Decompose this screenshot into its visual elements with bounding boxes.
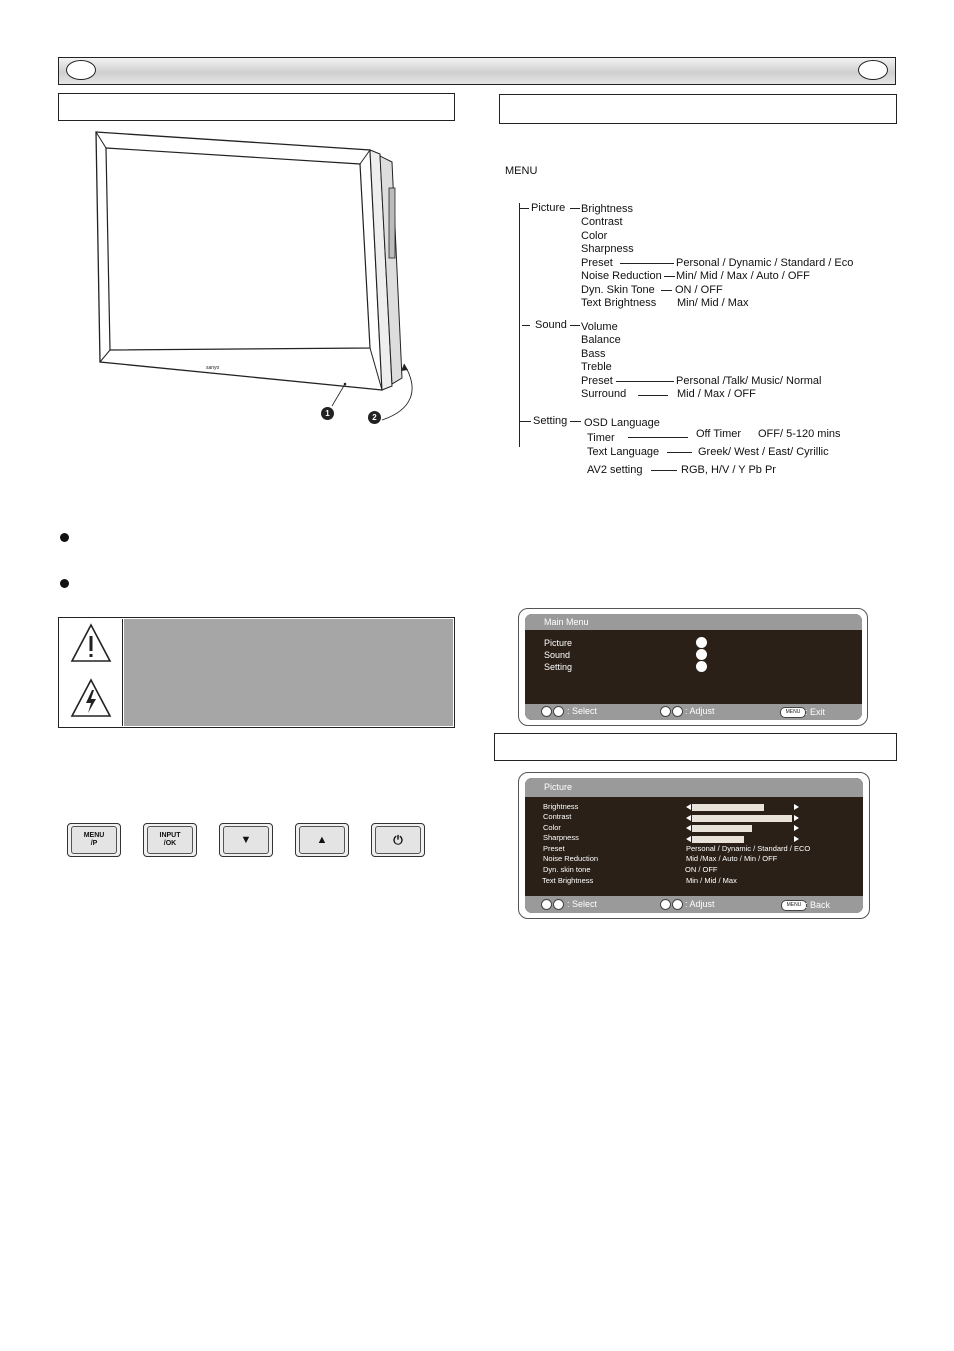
main-menu-item-picture[interactable]: Picture xyxy=(544,638,573,648)
main-menu-title: Main Menu xyxy=(525,614,862,630)
slider-left-arrow-icon[interactable] xyxy=(686,825,691,831)
callout-2: 2 xyxy=(368,411,381,424)
tree-surround-values: Mid / Max / OFF xyxy=(677,388,756,400)
tree-item-sound-preset: Preset xyxy=(581,375,613,387)
up-arrow-icon: ▲ xyxy=(299,826,345,854)
color-slider-fill[interactable] xyxy=(692,825,752,832)
up-button[interactable] xyxy=(295,823,349,857)
picture-item-preset[interactable]: Preset xyxy=(543,844,565,853)
footer-select-label: : Select xyxy=(567,899,598,909)
tree-textlang-values: Greek/ West / East/ Cyrillic xyxy=(698,446,829,458)
caution-icon xyxy=(69,622,113,664)
menu-tree-trunk xyxy=(519,203,520,447)
down-arrow-icon xyxy=(553,706,564,717)
footer-exit-label: : Exit xyxy=(805,707,826,717)
power-icon: ⏻ xyxy=(375,826,421,854)
right-arrow-icon xyxy=(672,899,683,910)
tree-item-av2-setting: AV2 setting xyxy=(587,464,643,476)
tree-textbright-values: Min/ Mid / Max xyxy=(677,297,749,309)
input-ok-button-label: INPUT /OK xyxy=(147,826,193,854)
tree-sound-label: Sound xyxy=(535,319,567,331)
tree-timer-values-2: OFF/ 5-120 mins xyxy=(758,428,841,440)
language-badge-right xyxy=(858,60,888,80)
slider-left-arrow-icon[interactable] xyxy=(686,815,691,821)
slider-left-arrow-icon[interactable] xyxy=(686,836,691,842)
bullet-2 xyxy=(60,579,69,588)
tree-setting-label: Setting xyxy=(533,415,568,427)
contrast-slider-fill[interactable] xyxy=(692,815,792,822)
down-arrow-icon: ▼ xyxy=(223,826,269,854)
picture-item-contrast[interactable]: Contrast xyxy=(543,812,572,821)
play-icon[interactable] xyxy=(696,661,707,672)
tree-branch-setting xyxy=(519,421,531,422)
tree-item-brightness: Brightness xyxy=(581,203,633,215)
sharpness-slider-fill[interactable] xyxy=(692,836,744,843)
tree-item-color: Color xyxy=(581,230,608,242)
picture-noise-value[interactable]: Mid /Max / Auto / Min / OFF xyxy=(686,854,778,863)
picture-preset-value[interactable]: Personal / Dynamic / Standard / ECO xyxy=(686,844,811,853)
footer-adjust-label: : Adjust xyxy=(685,706,715,716)
tree-branch-picture-items xyxy=(570,208,580,209)
tv-brand-logo: sanyo xyxy=(206,365,220,371)
menu-p-button[interactable] xyxy=(67,823,121,857)
tree-sound-preset-values: Personal /Talk/ Music/ Normal xyxy=(676,375,822,387)
footer-adjust-label: : Adjust xyxy=(685,899,715,909)
picture-item-color[interactable]: Color xyxy=(543,823,561,832)
tree-noise-values: Min/ Mid / Max / Auto / OFF xyxy=(676,270,810,282)
main-menu-item-setting[interactable]: Setting xyxy=(544,662,573,672)
tree-connector xyxy=(667,452,692,453)
menu-key-icon: MENU xyxy=(781,900,807,911)
tree-item-noise-reduction: Noise Reduction xyxy=(581,270,662,282)
menu-key-icon: MENU xyxy=(780,707,806,718)
tree-connector xyxy=(638,395,668,396)
menu-root-label: MENU xyxy=(505,165,538,177)
tree-connector xyxy=(661,290,672,291)
tree-item-balance: Balance xyxy=(581,334,621,346)
tree-item-treble: Treble xyxy=(581,361,612,373)
bullet-1 xyxy=(60,533,69,542)
tree-connector xyxy=(616,381,674,382)
picture-skin-value[interactable]: ON / OFF xyxy=(685,865,718,874)
left-arrow-icon xyxy=(660,899,671,910)
menu-p-button-label: MENU /P xyxy=(71,826,117,854)
tree-connector xyxy=(620,263,674,264)
power-button[interactable] xyxy=(371,823,425,857)
slider-left-arrow-icon[interactable] xyxy=(686,804,691,810)
slider-right-arrow-icon[interactable] xyxy=(794,804,799,810)
down-arrow-icon xyxy=(553,899,564,910)
tree-connector xyxy=(628,437,688,438)
tree-item-preset: Preset xyxy=(581,257,613,269)
main-menu-item-sound[interactable]: Sound xyxy=(544,650,571,660)
play-icon[interactable] xyxy=(696,649,707,660)
section-title-picture xyxy=(494,733,897,761)
footer-back-label: : Back xyxy=(805,900,831,910)
picture-item-noise-reduction[interactable]: Noise Reduction xyxy=(543,854,599,863)
tree-av2-values: RGB, H/V / Y Pb Pr xyxy=(681,464,776,476)
tree-item-skin-tone: Dyn. Skin Tone xyxy=(581,284,655,296)
language-badge-left xyxy=(66,60,96,80)
picture-item-skin-tone[interactable]: Dyn. skin tone xyxy=(543,865,591,874)
tree-branch-sound-items xyxy=(570,325,580,326)
tv-illustration xyxy=(92,128,422,428)
tree-item-text-language: Text Language xyxy=(587,446,660,458)
tree-item-bass: Bass xyxy=(581,348,606,360)
down-button[interactable] xyxy=(219,823,273,857)
slider-right-arrow-icon[interactable] xyxy=(794,825,799,831)
section-title-right xyxy=(499,94,897,124)
shock-hazard-icon xyxy=(69,677,113,719)
slider-right-arrow-icon[interactable] xyxy=(794,836,799,842)
picture-textbright-value[interactable]: Min / Mid / Max xyxy=(686,876,737,885)
left-arrow-icon xyxy=(660,706,671,717)
tree-connector xyxy=(651,470,677,471)
tree-item-osd-language: OSD Language xyxy=(584,417,660,429)
picture-osd-title: Picture xyxy=(525,778,863,797)
tree-item-contrast: Contrast xyxy=(581,216,623,228)
tree-connector xyxy=(664,276,675,277)
tree-item-volume: Volume xyxy=(581,321,618,333)
picture-item-sharpness[interactable]: Sharpness xyxy=(543,833,579,842)
tree-skin-values: ON / OFF xyxy=(675,284,723,296)
picture-item-brightness[interactable]: Brightness xyxy=(543,802,579,811)
slider-right-arrow-icon[interactable] xyxy=(794,815,799,821)
tree-branch-sound xyxy=(522,325,530,326)
up-arrow-icon xyxy=(541,899,552,910)
tree-item-timer: Timer xyxy=(587,432,615,444)
tree-branch-picture xyxy=(519,208,529,209)
play-icon[interactable] xyxy=(696,637,707,648)
brightness-slider-fill[interactable] xyxy=(692,804,764,811)
input-ok-button[interactable] xyxy=(143,823,197,857)
section-title-left xyxy=(58,93,455,121)
tree-item-text-brightness: Text Brightness xyxy=(581,297,657,309)
tree-picture-label: Picture xyxy=(531,202,566,214)
right-arrow-icon xyxy=(672,706,683,717)
tree-timer-values: Off Timer xyxy=(696,428,742,440)
tree-item-surround: Surround xyxy=(581,388,627,400)
footer-select-label: : Select xyxy=(567,706,598,716)
picture-item-text-brightness[interactable]: Text Brightness xyxy=(542,876,594,885)
tree-picture-preset-values: Personal / Dynamic / Standard / Eco xyxy=(676,257,854,269)
page-header-band xyxy=(58,57,896,85)
up-arrow-icon xyxy=(541,706,552,717)
tree-branch-setting-items xyxy=(570,421,581,422)
tree-item-sharpness: Sharpness xyxy=(581,243,634,255)
warning-text-area xyxy=(124,619,453,726)
callout-1: 1 xyxy=(321,407,334,420)
